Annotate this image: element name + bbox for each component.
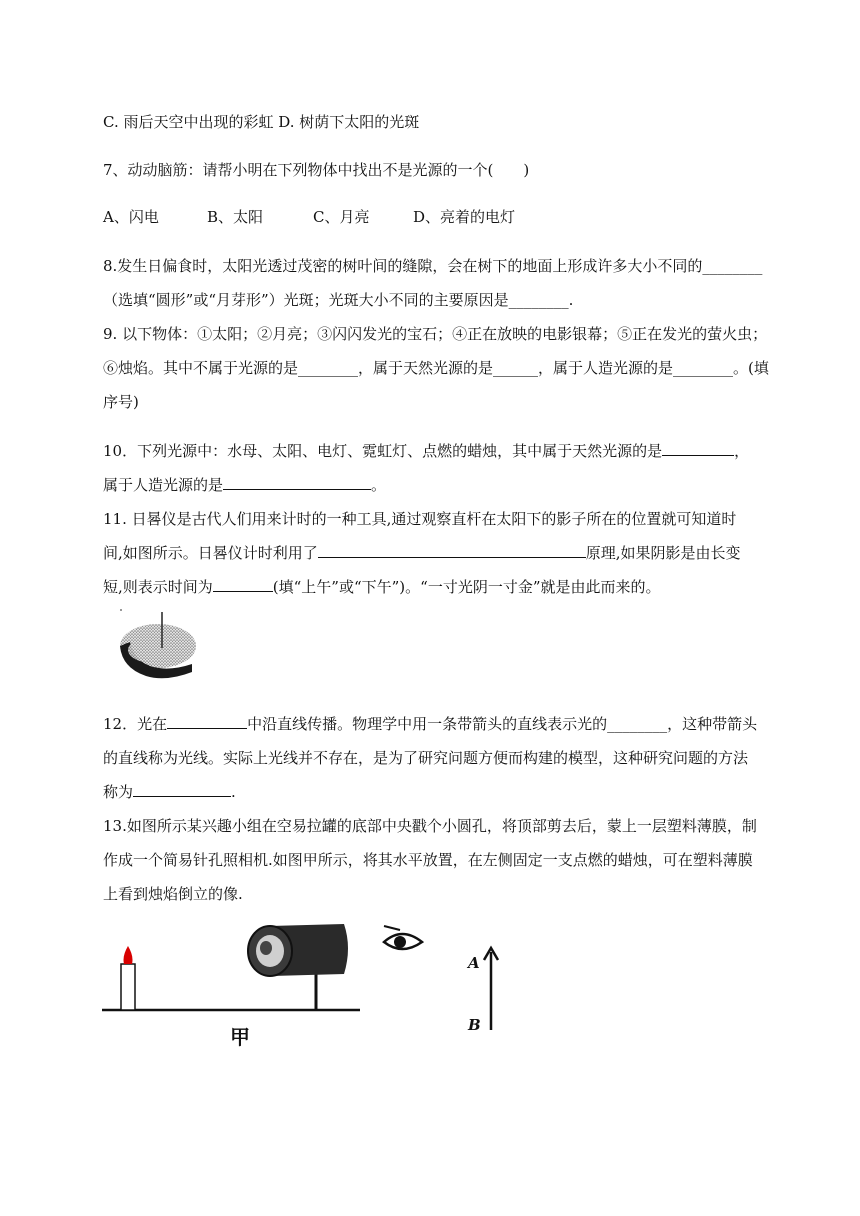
option-c: C、月亮 <box>313 208 370 226</box>
answer-blank <box>133 782 231 797</box>
option-d: D、亮着的电灯 <box>413 208 516 226</box>
q11-line-2 <box>103 543 741 563</box>
q12-line-1 <box>103 714 757 734</box>
pinhole-camera <box>248 924 348 1010</box>
answer-blank <box>223 475 371 490</box>
candle-icon <box>121 946 135 1010</box>
q6-option-cd: C. 雨后天空中出现的彩虹 D. 树荫下太阳的光斑 <box>103 113 420 131</box>
q12-text: 12．光在 <box>103 715 168 733</box>
q12-text: . <box>231 783 236 801</box>
q11-text: (填“上午”或“下午”)。“一寸光阴一寸金”就是由此而来的。 <box>272 578 661 596</box>
label-b: B <box>468 1016 481 1034</box>
q11-text: 原理,如果阴影是由长变 <box>585 544 741 562</box>
q10-text: 属于人造光源的是 <box>103 476 224 494</box>
sundial-figure <box>116 606 200 686</box>
q12-line-2: 的直线称为光线。实际上光线并不存在，是为了研究问题方便而构建的模型，这种研究问题的方法 <box>103 749 749 767</box>
q10-line-2 <box>103 475 386 495</box>
label-jia: 甲 <box>230 1025 250 1049</box>
answer-blank <box>167 714 247 729</box>
answer-blank <box>213 577 273 592</box>
q13-line-3: 上看到烛焰倒立的像. <box>103 885 243 903</box>
q13-line-2: 作成一个简易针孔照相机.如图甲所示，将其水平放置，在左侧固定一支点燃的蜡烛，可在塑料薄膜 <box>103 851 753 869</box>
q9-line-1: 9. 以下物体：①太阳；②月亮；③闪闪发光的宝石；④正在放映的电影银幕；⑤正在发光的萤火虫； <box>103 325 768 343</box>
q11-text: 短,则表示时间为 <box>103 578 213 596</box>
q12-text: 中沿直线传播。物理学中用一条带箭头的直线表示光的________，这种带箭头 <box>247 715 758 733</box>
q9-line-3: 序号) <box>103 393 139 411</box>
arrow-ab <box>484 948 498 1030</box>
q12-line-3 <box>103 782 236 802</box>
q11-text: 间,如图所示。日晷仪计时利用了 <box>103 544 318 562</box>
eye-icon <box>384 926 422 949</box>
pinhole-camera-figure <box>100 912 520 1052</box>
q8-line-2: （选填“圆形”或“月芽形”）光斑；光斑大小不同的主要原因是________. <box>103 291 574 309</box>
q10-line-1 <box>103 441 749 461</box>
q10-punct: 。 <box>371 476 387 494</box>
answer-blank <box>318 543 586 558</box>
q11-line-3 <box>103 577 661 597</box>
q10-punct: ， <box>734 442 750 460</box>
option-b: B、太阳 <box>207 208 264 226</box>
q7-stem: 7、动动脑筋：请帮小明在下列物体中找出不是光源的一个( ) <box>103 161 530 179</box>
q9-line-2: ⑥烛焰。其中不属于光源的是________，属于天然光源的是______，属于人造光源的是________。(填 <box>103 359 769 377</box>
q13-line-1: 13.如图所示某兴趣小组在空易拉罐的底部中央戳个小圆孔，将顶部剪去后，蒙上一层塑料薄膜，制 <box>103 817 757 835</box>
q8-line-1: 8.发生日偏食时，太阳光透过茂密的树叶间的缝隙，会在树下的地面上形成许多大小不同的________ <box>103 257 763 275</box>
q10-text: 10．下列光源中：水母、太阳、电灯、霓虹灯、点燃的蜡烛，其中属于天然光源的是 <box>103 442 663 460</box>
answer-blank <box>662 441 734 456</box>
q7-options <box>103 207 515 227</box>
option-a: A、闪电 <box>103 208 159 226</box>
q11-line-1: 11. 日晷仪是古代人们用来计时的一种工具,通过观察直杆在太阳下的影子所在的位置就可知道时 <box>103 510 737 528</box>
label-a: A <box>468 954 480 972</box>
q12-text: 称为 <box>103 783 134 801</box>
